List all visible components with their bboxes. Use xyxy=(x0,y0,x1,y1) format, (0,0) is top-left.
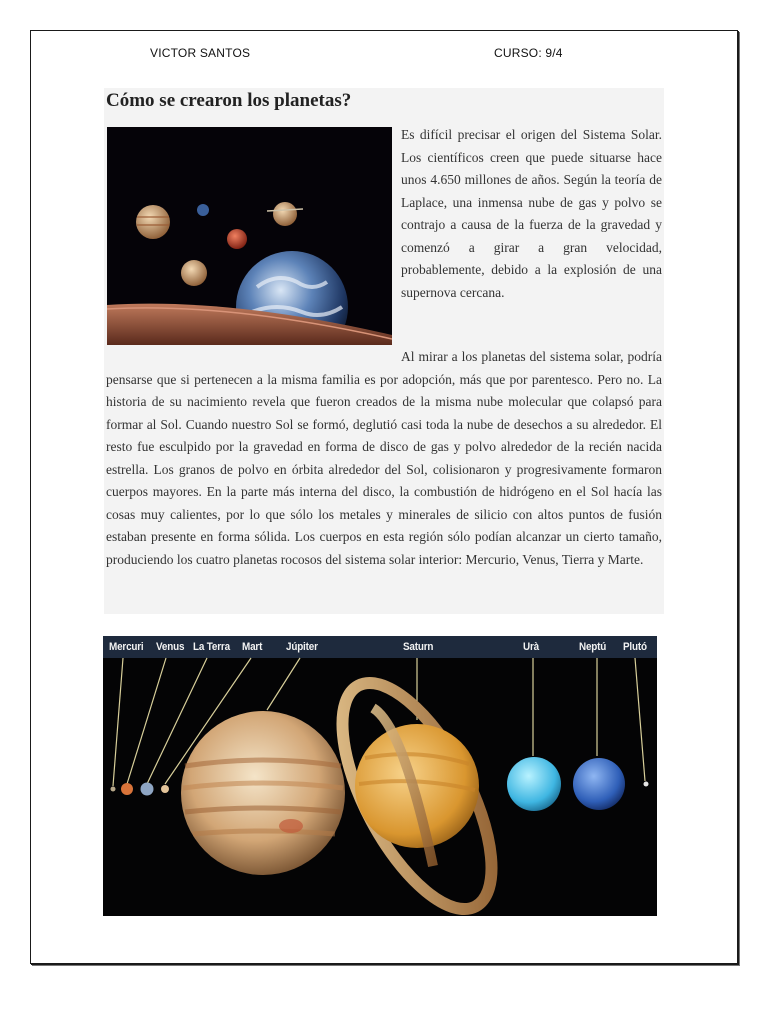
body-paragraph: Al mirar a los planetas del sistema solar, podría pensarse que si pertenecen a la misma familia es por adopción, más que por parentesco. Pero no. La historia de su nacimiento revela que fueron creados de la misma nube molecular que colapsó para formar al Sol. Cuando nuestro Sol se formó, deglutió casi toda la nube de desechos a su alrededor. El resto fue esculpido por la gravedad en forma de disco de gas y polvo alrededor de la recién nacida estrella. Los granos de polvo en órbita alrededor del Sol, colisionaron y progresivamente formaron cuerpos mayores. En la parte más interna del disco, la combustión de hidrógeno en el Sol hacía las cosas muy calientes, por lo que sólo los metales y minerales de silicio con altos puntos de fusión estaban presente en forma sólida. Los cuerpos en esta región sólo podían alcanzar un cierto tamaño, produciendo los cuatro planetas rocosos del sistema solar interior: Mercurio, Venus, Tierra y Marte. xyxy=(106,349,662,567)
intro-paragraph: Es difícil precisar el origen del Sistema Solar. Los científicos creen que puede situarse hace unos 4.650 millones de años. Según la teoría de Laplace, una inmensa nube de gas y polvo se contrajo a causa de la fuerza de la gravedad y comenzó a girar a gran velocidad, probablemente, debido a la explosión de una supernova cercana. xyxy=(401,127,662,300)
label-pluto: Plutó xyxy=(623,641,647,653)
label-mercury: Mercuri xyxy=(109,641,144,653)
label-saturn: Saturn xyxy=(403,641,434,653)
label-venus: Venus xyxy=(156,641,185,653)
student-name: VICTOR SANTOS xyxy=(150,46,251,60)
label-jupiter: Júpiter xyxy=(286,641,318,653)
label-uranus: Urà xyxy=(523,641,539,653)
article-title: Cómo se crearon los planetas? xyxy=(106,90,352,111)
solar-system-photo xyxy=(107,127,392,345)
label-earth: La Terra xyxy=(193,641,230,653)
label-neptune: Neptú xyxy=(579,641,607,653)
planets-diagram xyxy=(103,636,657,916)
label-mars: Mart xyxy=(242,641,263,653)
course-label: CURSO: 9/4 xyxy=(494,46,563,60)
